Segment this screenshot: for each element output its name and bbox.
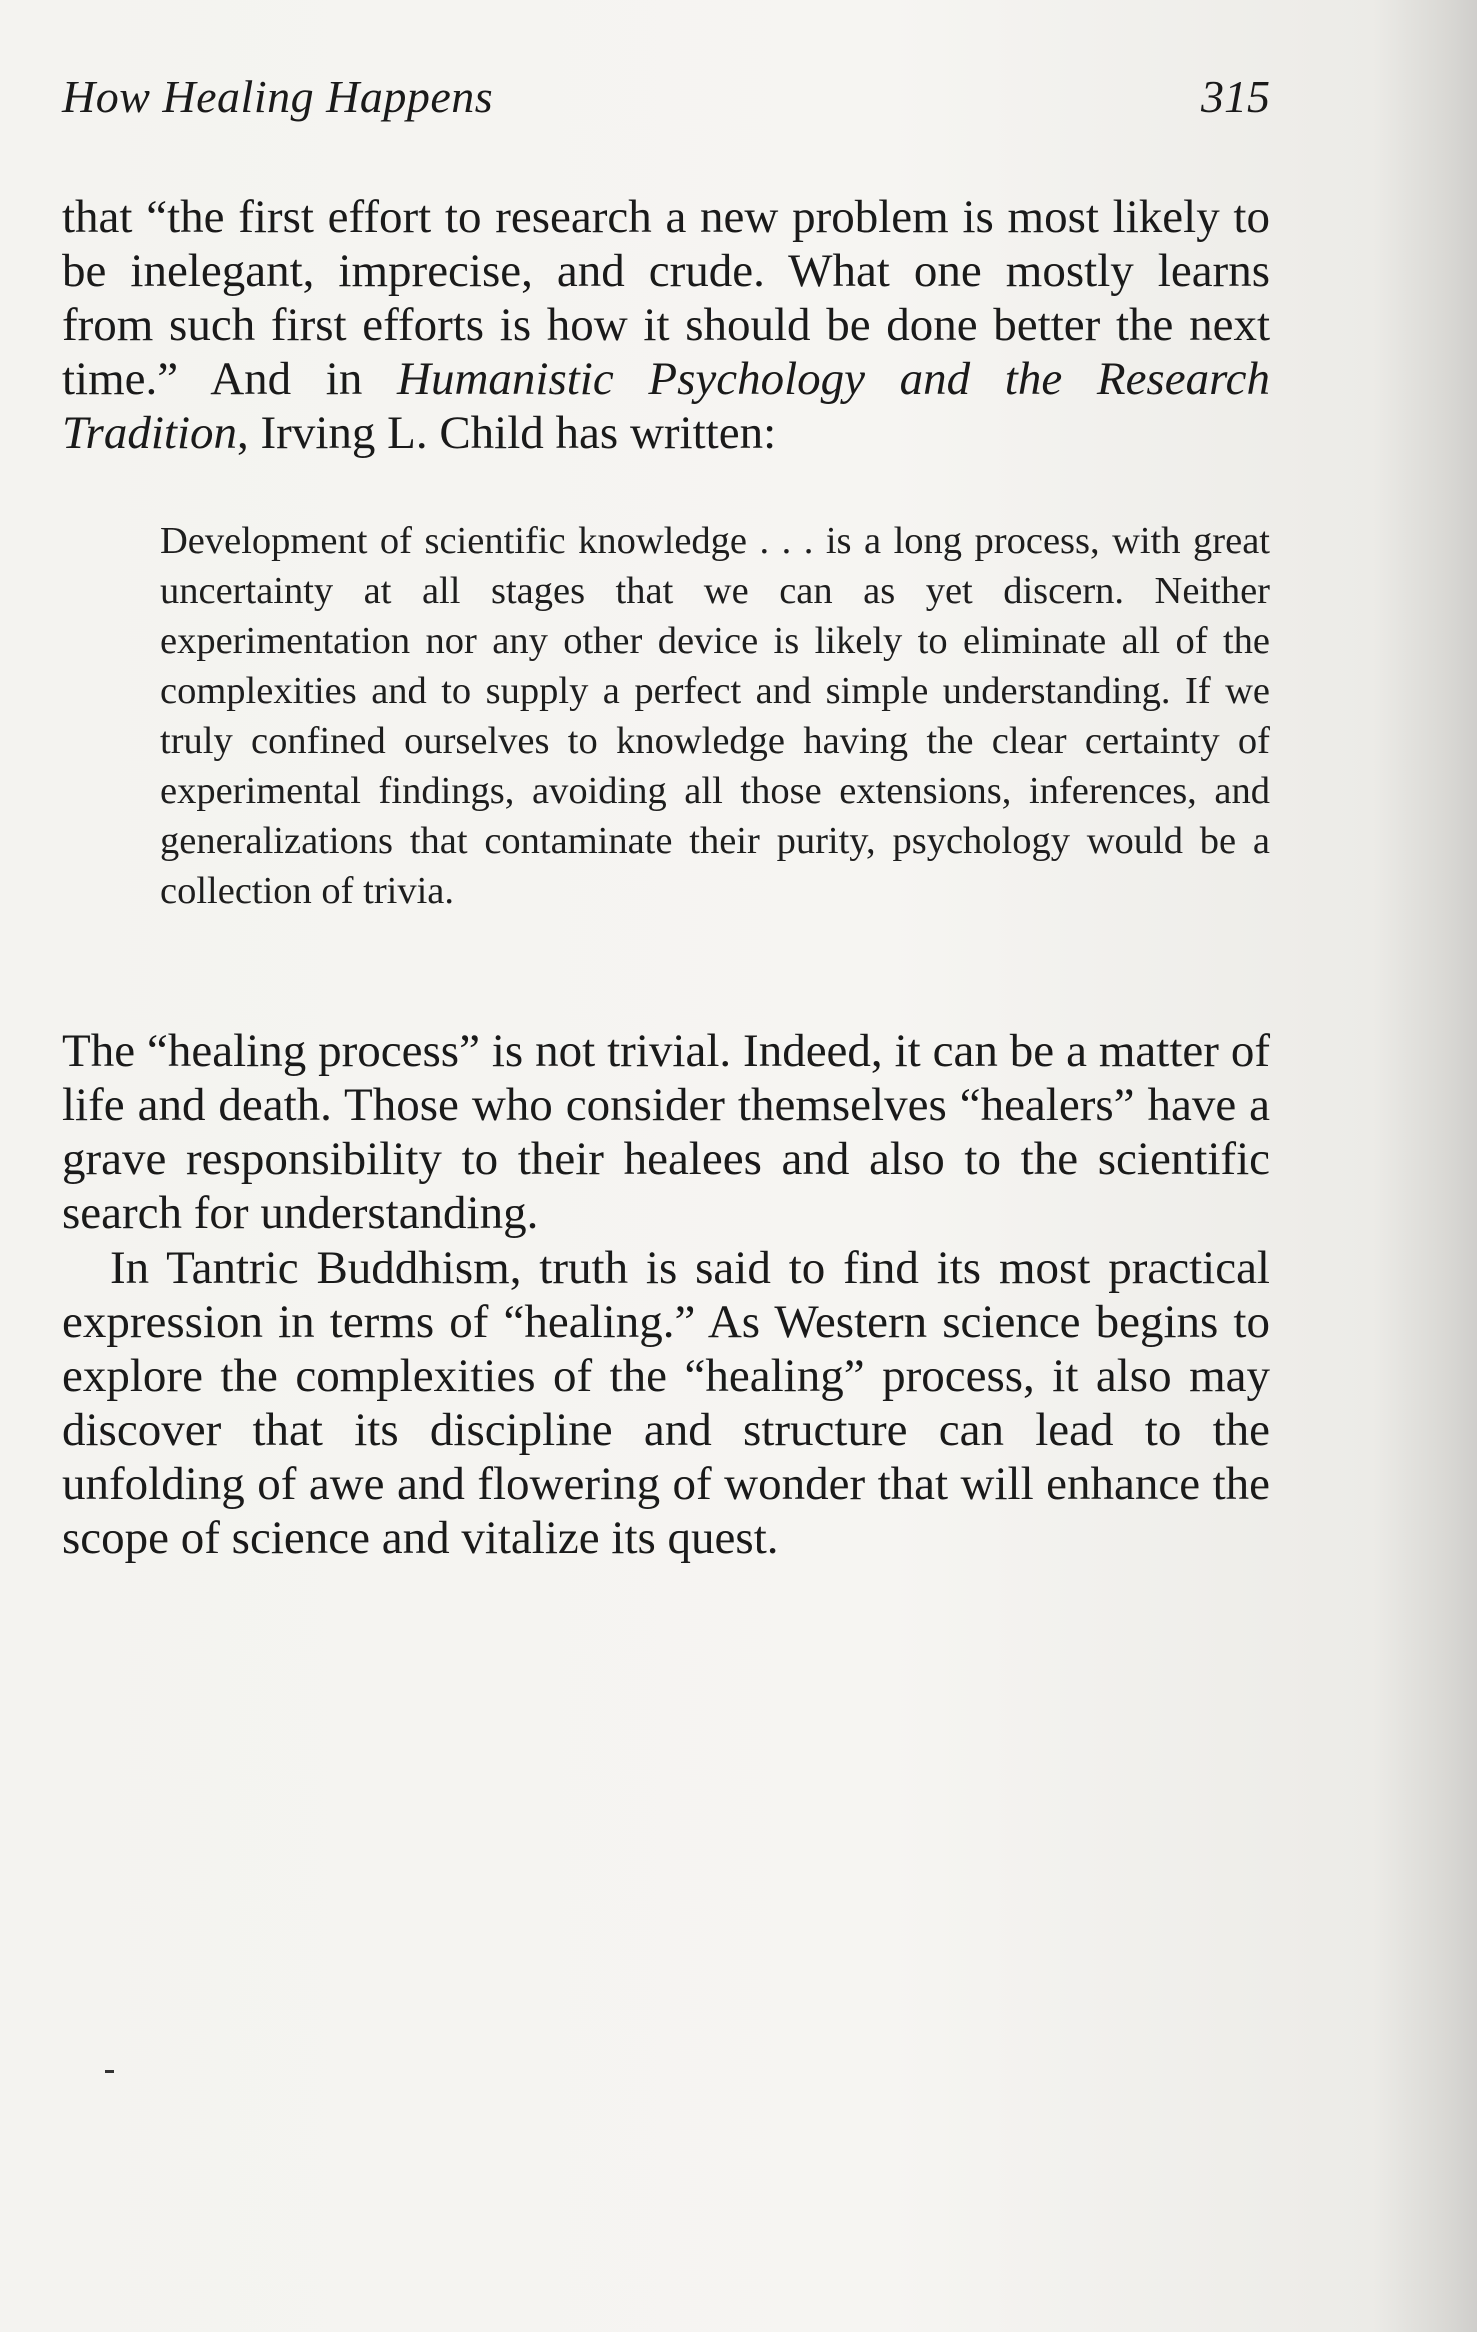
- paragraph-3: In Tantric Buddhism, truth is said to find its most practical expression in terms of “healing.” As Western science begins to explore the complexities of the “healing” process, it also may discover that its discipline and structure can lead to the unfolding of awe and flowering of wonder that will enhance the scope of science and vitalize its quest.: [62, 1242, 1270, 1564]
- paragraph-1-text-before: that “the first effort to research a new problem is most likely to be inelegant, imprecise, and crude. What one mostly learns from such first efforts is how it should be done better the next time.” And in: [62, 191, 1270, 405]
- paragraph-1: [62, 190, 1270, 460]
- paragraph-2: The “healing process” is not trivial. Indeed, it can be a matter of life and death. Those who consider themselves “healers” have a grave responsibility to their healees and also to the scientific search for understanding.: [62, 1025, 1270, 1239]
- page-header: [62, 70, 1270, 130]
- page-number: 315: [1201, 71, 1270, 122]
- stray-mark: [105, 2070, 114, 2073]
- block-quote: Development of scientific knowledge . . . is a long process, with great uncertainty at all stages that we can as yet discern. Neither experimentation nor any other device is likely to eliminate all of the complexities and to supply a perfect and simple understanding. If we truly confined ourselves to knowledge having the clear certainty of experimental findings, avoiding all those extensions, inferences, and generalizations that contaminate their purity, psychology would be a collection of trivia.: [160, 520, 1270, 912]
- book-title: Humanistic Psychology and the Research Tradition: [62, 353, 1270, 459]
- running-title: How Healing Happens: [62, 71, 494, 122]
- paragraph-1-text-after: , Irving L. Child has written:: [237, 407, 777, 459]
